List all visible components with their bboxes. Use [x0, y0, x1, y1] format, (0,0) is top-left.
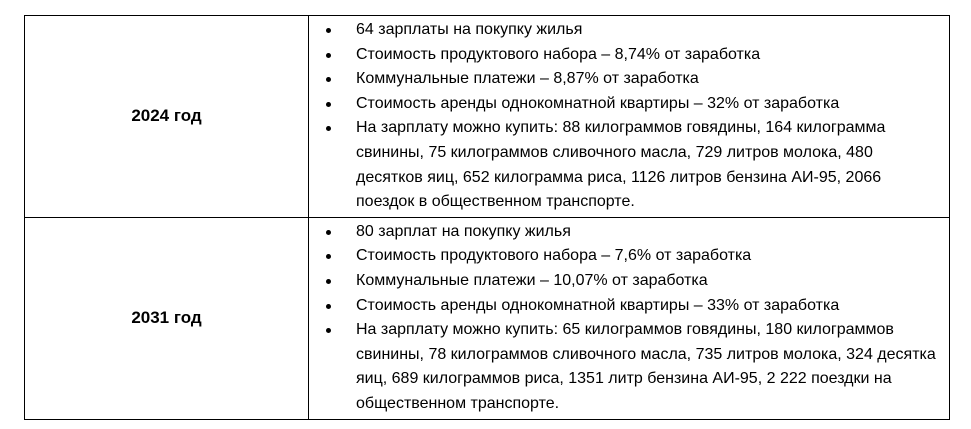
- bullet-icon: [326, 126, 331, 131]
- bullet-list: [309, 218, 949, 419]
- list-item: [309, 18, 949, 43]
- details-cell: [309, 217, 950, 419]
- bullet-icon: [326, 53, 331, 58]
- list-item-text: Коммунальные платежи – 8,87% от заработка: [356, 70, 699, 88]
- bullet-icon: [326, 230, 331, 235]
- comparison-table: [24, 15, 950, 420]
- year-cell: 2024 год: [25, 16, 309, 218]
- list-item-text: Стоимость продуктового набора – 7,6% от заработка: [356, 247, 752, 265]
- bullet-icon: [326, 28, 331, 33]
- list-item-text: Стоимость аренды однокомнатной квартиры – 33% от заработка: [356, 296, 840, 314]
- list-item-text: Стоимость продуктового набора – 8,74% от заработка: [356, 45, 761, 63]
- bullet-list: [309, 16, 949, 217]
- list-item-text: Коммунальные платежи – 10,07% от заработка: [356, 271, 708, 289]
- list-item-text: 64 зарплаты на покупку жилья: [356, 21, 583, 38]
- list-item: [309, 269, 949, 294]
- bullet-icon: [326, 77, 331, 82]
- list-item-text: 80 зарплат на покупку жилья: [356, 222, 571, 240]
- bullet-icon: [326, 102, 331, 107]
- bullet-icon: [326, 328, 331, 333]
- table-row-2031: [25, 217, 950, 419]
- list-item: [309, 43, 949, 68]
- list-item: [309, 220, 949, 245]
- bullet-icon: [326, 304, 331, 309]
- table-row-2024: [25, 16, 950, 218]
- bullet-icon: [326, 254, 331, 259]
- list-item: [309, 244, 949, 269]
- list-item: [309, 67, 949, 92]
- details-cell: [309, 16, 950, 218]
- list-item: [309, 294, 949, 319]
- bullet-icon: [326, 279, 331, 284]
- list-item: [309, 92, 949, 117]
- year-cell: 2031 год: [25, 217, 309, 419]
- list-item: [309, 318, 949, 416]
- list-item-text: На зарплату можно купить: 65 килограммов говядины, 180 килограммов свинины, 78 килограммов сливочного масла, 735 литров молока, 324 десятка яиц, 689 килограммов риса, 1351 литр бензина АИ-95, 2 222 поездки на общественном транспорте.: [356, 321, 936, 412]
- list-item-text: На зарплату можно купить: 88 килограммов говядины, 164 килограмма свинины, 75 килограммов сливочного масла, 729 литров молока, 480 десятков яиц, 652 килограмма риса, 1126 литров бензина АИ-95, 2066 поездок в общественном транспорте.: [356, 119, 886, 211]
- list-item-text: Стоимость аренды однокомнатной квартиры – 32% от заработка: [356, 94, 840, 112]
- list-item: [309, 116, 949, 214]
